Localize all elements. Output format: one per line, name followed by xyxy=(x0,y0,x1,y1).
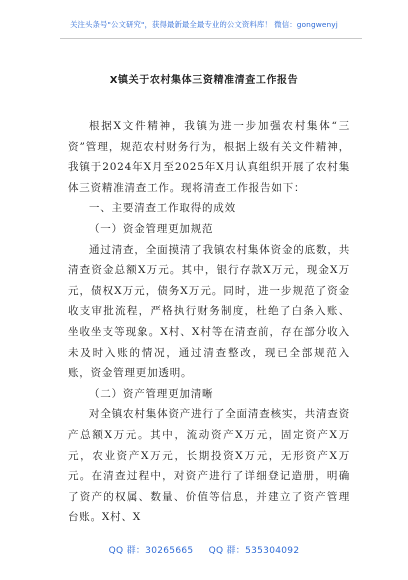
header-divider xyxy=(60,38,362,39)
document-body xyxy=(68,116,350,528)
footer-contacts xyxy=(0,543,408,556)
subsection-paragraph-1: 通过清查，全面摸清了我镇农村集体资金的底数，共清查资金总额X万元。其中，银行存款X万元，现金X万元，债权X万元，债务X万元。同时，进一步规范了资金收支审批流程，严格执行财务制度，杜绝了白条入账、坐收坐支等现象。X村、X村等在清查前，存在部分收入未及时入账的情况，通过清查整改，现已全部规范入账，资金管理更加透明。 xyxy=(68,243,350,380)
promo-banner: 关注头条号"公文研究"，获得最新最全最专业的公文资料库！ 微信：gongwenyj xyxy=(70,20,338,29)
subsection-heading-1: （一）资金管理更加规范 xyxy=(89,222,214,235)
qq-group-2: QQ 群：535304092 xyxy=(208,546,300,556)
subsection-heading-2: （二）资产管理更加清晰 xyxy=(89,387,214,400)
document-title: X镇关于农村集体三资精准清查工作报告 xyxy=(109,75,299,86)
qq-group-1: QQ 群：30265665 xyxy=(108,546,194,556)
section-heading: 一、主要清查工作取得的成效 xyxy=(89,202,236,215)
subsection-paragraph-2: 对全镇农村集体资产进行了全面清查核实，共清查资产总额X万元。其中，流动资产X万元，固定资产X万元，农业资产X万元，长期投资X万元，无形资产X万元。在清查过程中，对资产进行了详细登记造册，明确了资产的权属、数量、价值等信息，并建立了资产管理台账。X村、X xyxy=(68,408,350,524)
intro-paragraph: 根据X文件精神，我镇为进一步加强农村集体“三资”管理，规范农村财务行为，根据上级有关文件精神，我镇于2024年X月至2025年X月认真组织开展了农村集体三资精准清查工作。现将清查工作报告如下： xyxy=(68,120,350,194)
